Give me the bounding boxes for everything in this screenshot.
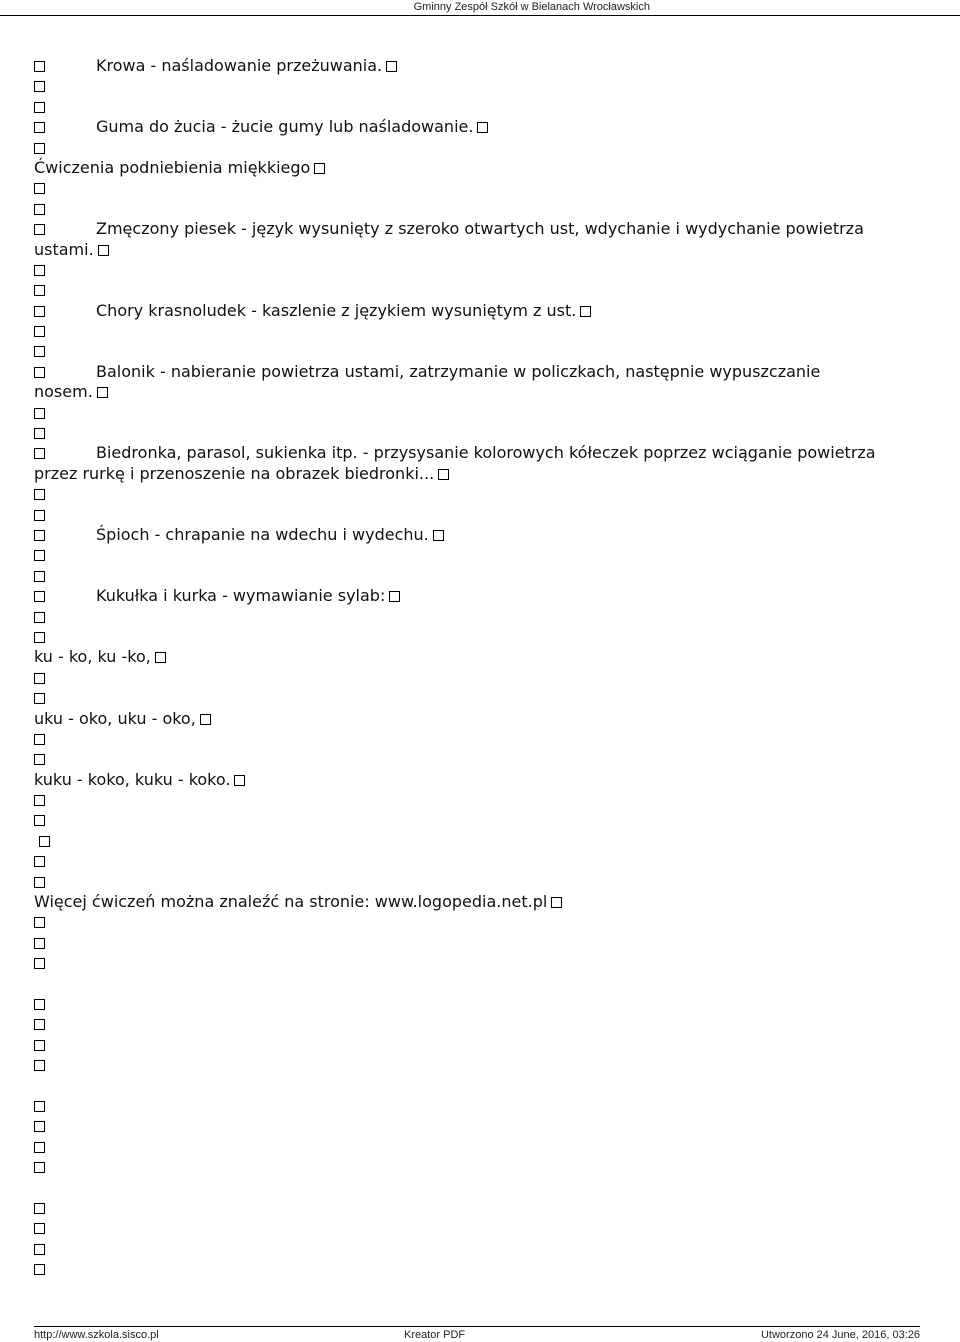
list-item [34,97,924,117]
checkbox-glyph-icon [34,1264,45,1275]
list-item [34,810,924,830]
checkbox-glyph-icon [314,163,325,174]
list-item [34,76,924,96]
section-heading [34,158,924,178]
footer-url[interactable]: http://www.szkola.sisco.pl [34,1329,159,1341]
checkbox-glyph-icon [34,530,45,541]
checkbox-glyph-icon [155,652,166,663]
checkbox-glyph-icon [34,571,45,582]
checkbox-glyph-icon [389,591,400,602]
list-item [34,443,924,463]
page-footer [34,1326,920,1341]
checkbox-glyph-icon [34,1019,45,1030]
checkbox-glyph-icon [433,530,444,541]
exercise-cow: Krowa - naśladowanie przeżuwania. [96,56,383,75]
list-item [34,872,924,892]
list-item [34,117,924,137]
checkbox-glyph-icon [34,61,45,72]
more-exercises-line [34,892,924,912]
checkbox-glyph-icon [34,489,45,500]
list-item [34,1157,924,1177]
list-item [34,178,924,198]
exercise-gum: Guma do żucia - żucie gumy lub naśladowanie. [96,117,474,137]
list-item [34,545,924,565]
exercise-balloon-cont: nosem. [34,382,93,402]
checkbox-glyph-icon [34,1162,45,1173]
checkbox-glyph-icon [39,836,50,847]
checkbox-glyph-icon [34,1244,45,1255]
list-item [34,586,924,606]
checkbox-glyph-icon [34,958,45,969]
checkbox-glyph-icon [438,469,449,480]
list-item [34,1259,924,1279]
syllable-line [34,647,924,667]
list-item [34,280,924,300]
checkbox-glyph-icon [34,306,45,317]
list-item [34,260,924,280]
list-item [34,138,924,158]
checkbox-glyph-icon [477,122,488,133]
checkbox-glyph-icon [551,897,562,908]
footer-created-date: Utworzono 24 June, 2016, 03:26 [760,1329,920,1341]
syllables-3: kuku - koko, kuku - koko. [34,769,231,789]
checkbox-glyph-icon [34,265,45,276]
checkbox-glyph-icon [386,61,397,72]
checkbox-glyph-icon [200,714,211,725]
checkbox-glyph-icon [34,1101,45,1112]
checkbox-glyph-icon [34,183,45,194]
page-header [0,0,960,16]
checkbox-glyph-icon [34,408,45,419]
list-item [34,341,924,361]
list-item [34,219,924,239]
list-item [34,831,924,851]
checkbox-glyph-icon [34,81,45,92]
exercise-ladybug: Biedronka, parasol, sukienka itp. - przysysanie kolorowych kółeczek poprzez wciąganie powietrza [96,443,876,463]
soft-palate-heading: Ćwiczenia podniebienia miękkiego [34,157,311,177]
exercise-balloon: Balonik - nabieranie powietrza ustami, zatrzymanie w policzkach, następnie wypuszczanie [96,361,821,381]
school-name: Gminny Zespół Szkół w Bielanach Wrocławskich [413,1,650,13]
spacer [34,1177,924,1197]
checkbox-glyph-icon [34,754,45,765]
list-item [34,607,924,627]
checkbox-glyph-icon [34,428,45,439]
exercise-sick-dwarf: Chory krasnoludek - kaszlenie z językiem wysuniętym z ust. [96,300,577,320]
checkbox-glyph-icon [34,877,45,888]
checkbox-glyph-icon [34,815,45,826]
list-item [34,1239,924,1259]
spacer [34,1076,924,1096]
list-item [34,423,924,443]
list-item [34,1096,924,1116]
footer-creator: Kreator PDF [404,1329,466,1341]
list-item-continuation [34,240,924,260]
exercise-tired-dog: Zmęczony piesek - język wysunięty z szeroko otwartych ust, wdychanie i wydychanie powietrza [96,219,864,239]
checkbox-glyph-icon [34,1060,45,1071]
list-item [34,729,924,749]
checkbox-glyph-icon [34,1040,45,1051]
syllables-1: ku - ko, ku -ko, [34,647,151,667]
list-item [34,1055,924,1075]
checkbox-glyph-icon [34,917,45,928]
checkbox-glyph-icon [34,693,45,704]
list-item [34,199,924,219]
exercise-sleepyhead: Śpioch - chrapanie na wdechu i wydechu. [96,524,429,544]
list-item [34,56,924,76]
list-item [34,1035,924,1055]
list-item [34,1137,924,1157]
syllables-2: uku - oko, uku - oko, [34,708,196,728]
list-item [34,790,924,810]
checkbox-glyph-icon [34,938,45,949]
checkbox-glyph-icon [34,122,45,133]
checkbox-glyph-icon [34,999,45,1010]
exercise-ladybug-cont: przez rurkę i przenoszenie na obrazek biedronki... [34,463,435,483]
checkbox-glyph-icon [34,795,45,806]
list-item [34,688,924,708]
list-item [34,668,924,688]
list-item [34,1116,924,1136]
list-item-continuation [34,464,924,484]
list-item [34,301,924,321]
checkbox-glyph-icon [34,1121,45,1132]
checkbox-glyph-icon [34,632,45,643]
document-body [34,56,924,1279]
list-item [34,403,924,423]
checkbox-glyph-icon [34,591,45,602]
checkbox-glyph-icon [34,510,45,521]
checkbox-glyph-icon [34,734,45,745]
checkbox-glyph-icon [98,245,109,256]
list-item [34,362,924,382]
checkbox-glyph-icon [34,326,45,337]
checkbox-glyph-icon [97,387,108,398]
checkbox-glyph-icon [34,1142,45,1153]
checkbox-glyph-icon [580,306,591,317]
list-item [34,627,924,647]
exercise-tired-dog-cont: ustami. [34,239,94,259]
checkbox-glyph-icon [34,204,45,215]
list-item [34,749,924,769]
list-item [34,933,924,953]
checkbox-glyph-icon [34,346,45,357]
spacer [34,974,924,994]
list-item [34,1218,924,1238]
list-item [34,912,924,932]
list-item [34,484,924,504]
checkbox-glyph-icon [34,224,45,235]
checkbox-glyph-icon [34,612,45,623]
list-item [34,994,924,1014]
exercise-cuckoo: Kukułka i kurka - wymawianie sylab: [96,586,386,606]
checkbox-glyph-icon [234,775,245,786]
checkbox-glyph-icon [34,448,45,459]
checkbox-glyph-icon [34,1223,45,1234]
list-item [34,525,924,545]
more-exercises-text: Więcej ćwiczeń można znaleźć na stronie: www.logopedia.net.pl [34,892,548,912]
checkbox-glyph-icon [34,1203,45,1214]
checkbox-glyph-icon [34,673,45,684]
list-item [34,321,924,341]
syllable-line [34,770,924,790]
checkbox-glyph-icon [34,143,45,154]
list-item [34,851,924,871]
checkbox-glyph-icon [34,367,45,378]
syllable-line [34,709,924,729]
list-item [34,1198,924,1218]
list-item [34,953,924,973]
checkbox-glyph-icon [34,550,45,561]
list-item [34,1014,924,1034]
checkbox-glyph-icon [34,102,45,113]
list-item [34,566,924,586]
checkbox-glyph-icon [34,285,45,296]
list-item [34,505,924,525]
checkbox-glyph-icon [34,856,45,867]
list-item-continuation [34,382,924,402]
